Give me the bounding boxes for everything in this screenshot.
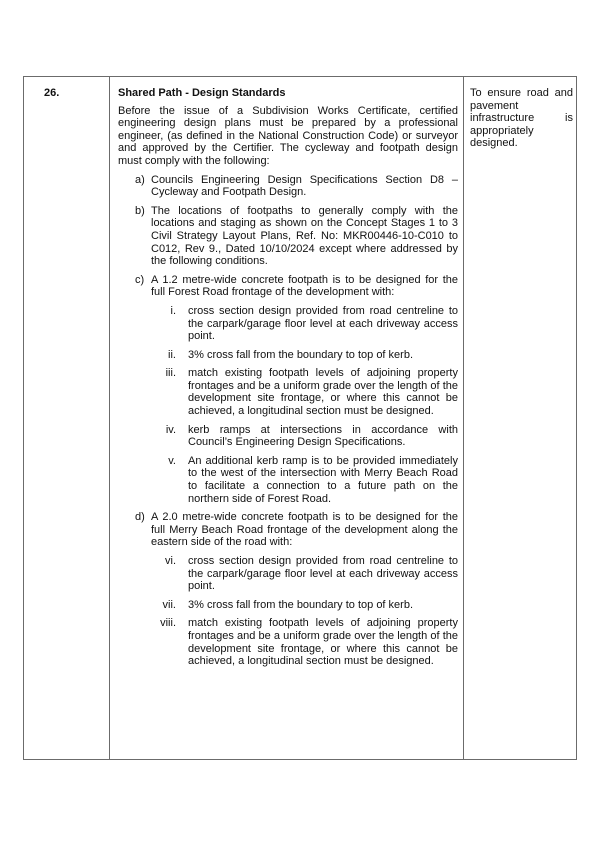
subitem-text: 3% cross fall from the boundary to top of kerb. (188, 598, 414, 611)
subitem-marker: ii. (168, 348, 176, 361)
condition-subitem (118, 599, 458, 612)
item-marker: c) (135, 273, 145, 286)
subitem-marker: iv. (165, 423, 176, 436)
condition-intro: Before the issue of a Subdivision Works Certificate, certified engineering design plans must be prepared by a professional engineer, (as defined in the National Construction Code) or surveyor and approved by the Certifier. The cycleway and footpath design must comply with the following: (118, 104, 458, 167)
subitem-text: match existing footpath levels of adjoining property frontages and be a uniform grade over the length of the development site frontage, or where this cannot be achieved, a longitudinal section must be designed. (188, 617, 458, 668)
condition-reason-cell (464, 77, 578, 759)
condition-reason: To ensure road and pavement infrastructure is appropriately designed. (470, 87, 573, 150)
condition-subitem (118, 617, 458, 667)
condition-content (118, 87, 458, 674)
condition-item (118, 274, 458, 299)
item-text: The locations of footpaths to generally comply with the locations and staging as shown on the Concept Stages 1 to 3 Civil Strategy Layout Plans, Ref. No: MKR00446-10-C010 to C012, Rev 9., Dated 10/10/2024 except where addressed by the following conditions. (151, 204, 458, 268)
condition-text-cell (110, 77, 464, 759)
item-marker: d) (135, 511, 145, 524)
subitem-text: cross section design provided from road centreline to the carpark/garage floor level at each driveway access point. (188, 555, 458, 593)
condition-item (118, 205, 458, 268)
item-marker: b) (135, 204, 145, 217)
item-text: A 1.2 metre-wide concrete footpath is to be designed for the full Forest Road frontage of the development with: (151, 273, 458, 299)
subitem-marker: vii. (162, 598, 176, 611)
condition-item (118, 174, 458, 199)
conditions-table (23, 76, 577, 760)
subitem-text: An additional kerb ramp is to be provided immediately to the west of the intersection with Merry Beach Road to facilitate a connection to a future path on the northern side of Forest Road. (188, 454, 458, 505)
item-text: Councils Engineering Design Specifications Section D8 – Cycleway and Footpath Design. (151, 173, 458, 199)
condition-title: Shared Path - Design Standards (118, 87, 286, 99)
condition-number: 26. (44, 87, 60, 99)
condition-item (118, 511, 458, 549)
subitem-text: match existing footpath levels of adjoining property frontages and be a uniform grade over the length of the development site frontage, or where this cannot be achieved, a longitudinal section must be designed. (188, 367, 458, 418)
subitem-marker: vi. (165, 555, 176, 567)
condition-subitem (118, 424, 458, 449)
condition-subitem (118, 455, 458, 505)
subitem-marker: iii. (165, 367, 176, 380)
subitem-marker: viii. (160, 617, 176, 630)
subitem-text: kerb ramps at intersections in accordance with Council’s Engineering Design Specifications. (188, 423, 458, 449)
condition-number-cell (24, 77, 110, 759)
subitem-marker: i. (170, 304, 176, 317)
subitem-marker: v. (168, 454, 176, 467)
condition-items (118, 174, 458, 668)
condition-subitem (118, 555, 458, 593)
condition-subitem (118, 367, 458, 417)
condition-subitem (118, 349, 458, 362)
item-text: A 2.0 metre-wide concrete footpath is to be designed for the full Merry Beach Road frontage of the development along the eastern side of the road with: (151, 511, 458, 549)
condition-subitem (118, 305, 458, 343)
subitem-text: cross section design provided from road centreline to the carpark/garage floor level at each driveway access point. (188, 304, 458, 343)
subitem-text: 3% cross fall from the boundary to top of kerb. (188, 348, 414, 361)
item-marker: a) (135, 173, 145, 186)
